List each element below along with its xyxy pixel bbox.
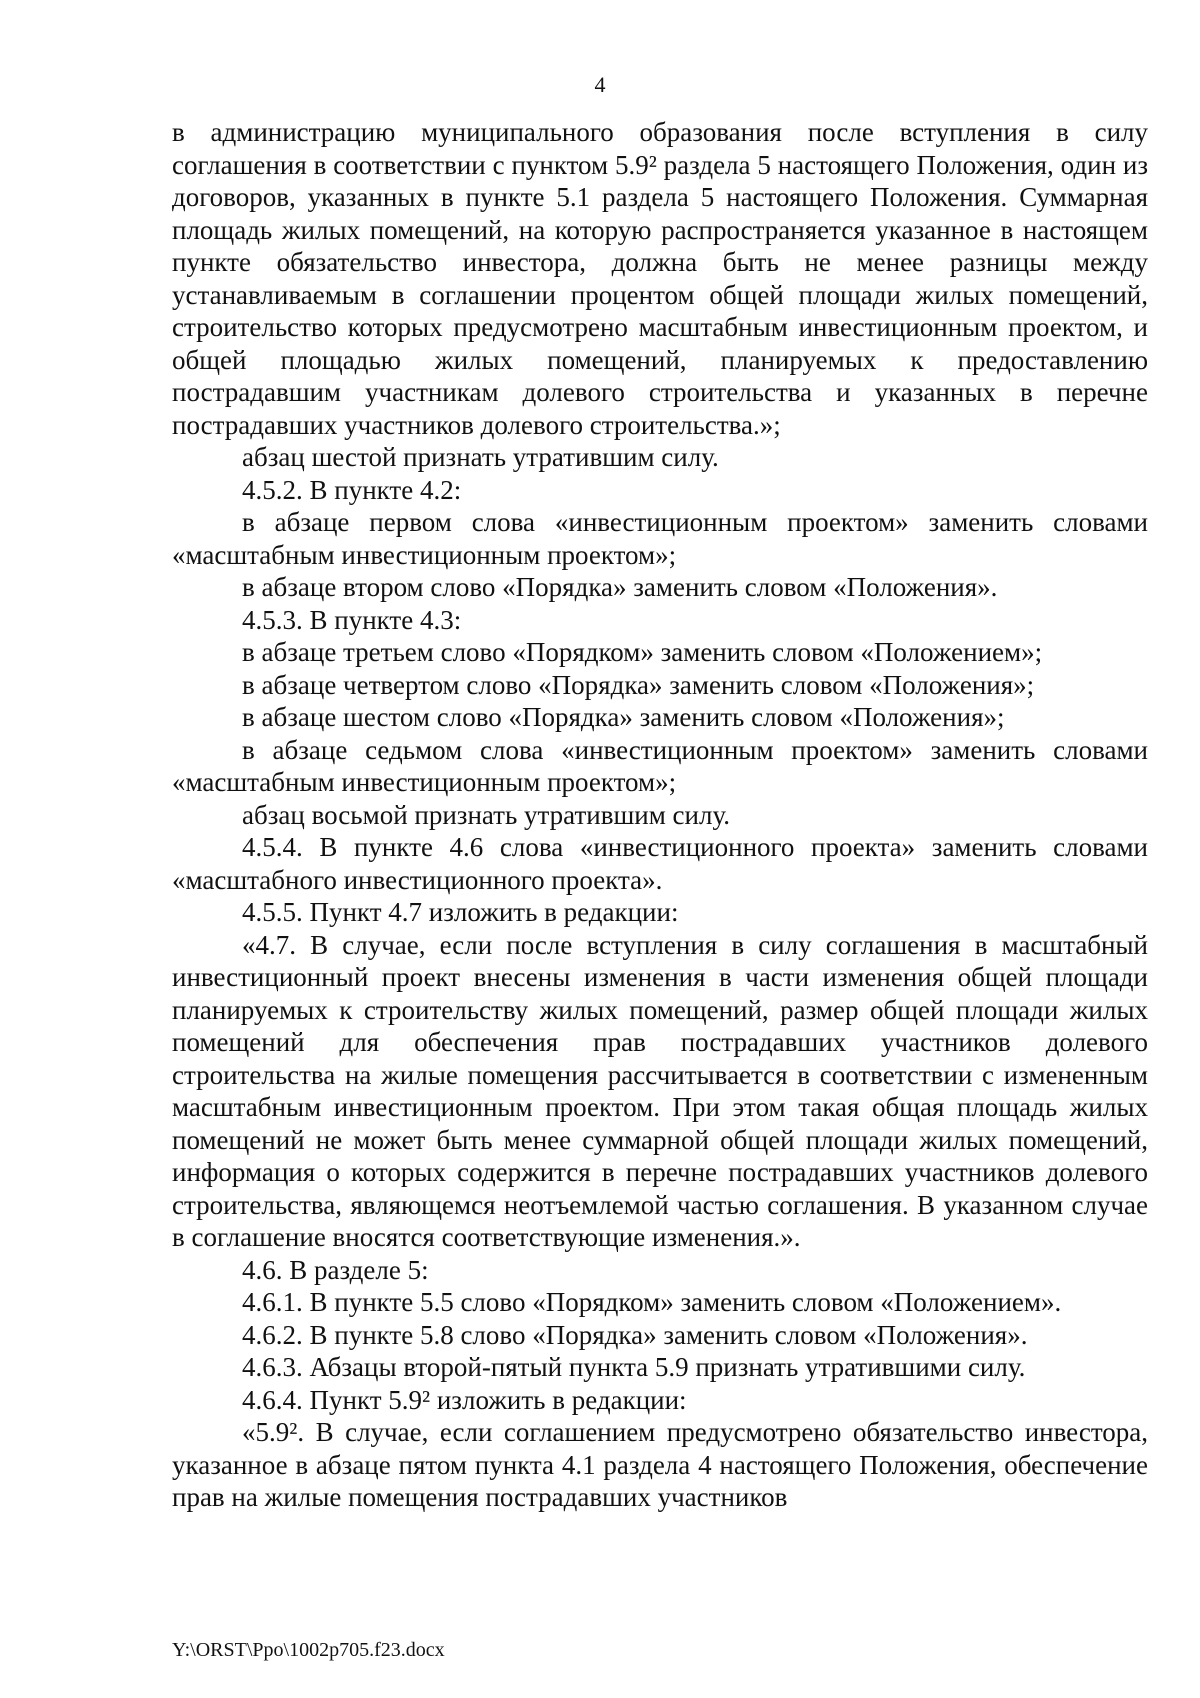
paragraph-2: абзац шестой признать утратившим силу. [242,442,719,472]
paragraph-13: 4.5.5. Пункт 4.7 изложить в редакции: [242,897,679,927]
page-number: 4 [594,72,606,97]
paragraph-17: 4.6.2. В пункте 5.8 слово «Порядка» заменить словом «Положения». [242,1319,1028,1350]
paragraph-11: абзац восьмой признать утратившим силу. [242,799,730,830]
paragraph-8: в абзаце четвертом слово «Порядка» заменить словом «Положения»; [242,669,1035,700]
paragraph-14: «4.7. В случае, если после вступления в силу соглашения в масштабный инвестиционный проект внесены изменения в части изменения общей площади планируемых к строительству жилых помещений, размер общей площади жилых помещений для обеспечения прав пострадавших участников долевого строительства на жилые помещения рассчитывается в соответствии с измененным масштабным инвестиционным проектом. При этом такая общая площадь жилых помещений не может быть менее суммарной общей площади жилых помещений, информация о которых содержится в перечне пострадавших участников долевого строительства, являющемся неотъемлемой частью соглашения. В указанном случае в соглашение вносятся соответствующие изменения.». [172,929,1148,1252]
paragraph-7: в абзаце третьем слово «Порядком» заменить словом «Положением»; [242,637,1043,667]
paragraph-6: 4.5.3. В пункте 4.3: [242,604,462,635]
paragraph-9: в абзаце шестом слово «Порядка» заменить словом «Положения»; [242,702,1005,732]
paragraph-19: 4.6.4. Пункт 5.9² изложить в редакции: [242,1384,687,1415]
paragraph-5: в абзаце втором слово «Порядка» заменить словом «Положения». [242,572,998,602]
paragraph-3: 4.5.2. В пункте 4.2: [242,474,462,505]
paragraph-12: 4.5.4. В пункте 4.6 слова «инвестиционного проекта» заменить словами «масштабного инвестиционного проекта». [172,832,1148,895]
document-body [172,116,1148,1514]
paragraph-15: 4.6. В разделе 5: [242,1254,429,1285]
paragraph-1: в администрацию муниципального образования после вступления в силу соглашения в соответствии с пунктом 5.9² раздела 5 настоящего Положения, один из договоров, указанных в пункте 5.1 раздела 5 настоящего Положения. Суммарная площадь жилых помещений, на которую распространяется указанное в настоящем пункте обязательство инвестора, должна быть не менее разницы между устанавливаемым в соглашении процентом общей площади жилых помещений, строительство которых предусмотрено масштабным инвестиционным проектом, и общей площадью жилых помещений, планируемых к предоставлению пострадавшим участникам долевого строительства и указанных в перечне пострадавших участников долевого строительства.»; [172,117,1148,440]
footer-file-path: Y:\ORST\Ppo\1002p705.f23.docx [172,1639,445,1661]
paragraph-16: 4.6.1. В пункте 5.5 слово «Порядком» заменить словом «Положением». [242,1287,1062,1317]
paragraph-4: в абзаце первом слова «инвестиционным проектом» заменить словами «масштабным инвестиционным проектом»; [172,507,1148,570]
paragraph-10: в абзаце седьмом слова «инвестиционным проектом» заменить словами «масштабным инвестиционным проектом»; [172,734,1148,797]
paragraph-18: 4.6.3. Абзацы второй-пятый пункта 5.9 признать утратившими силу. [242,1352,1026,1382]
paragraph-20: «5.9². В случае, если соглашением предусмотрено обязательство инвестора, указанное в абзаце пятом пункта 4.1 раздела 4 настоящего Положения, обеспечение прав на жилые помещения пострадавших участников [172,1417,1148,1512]
